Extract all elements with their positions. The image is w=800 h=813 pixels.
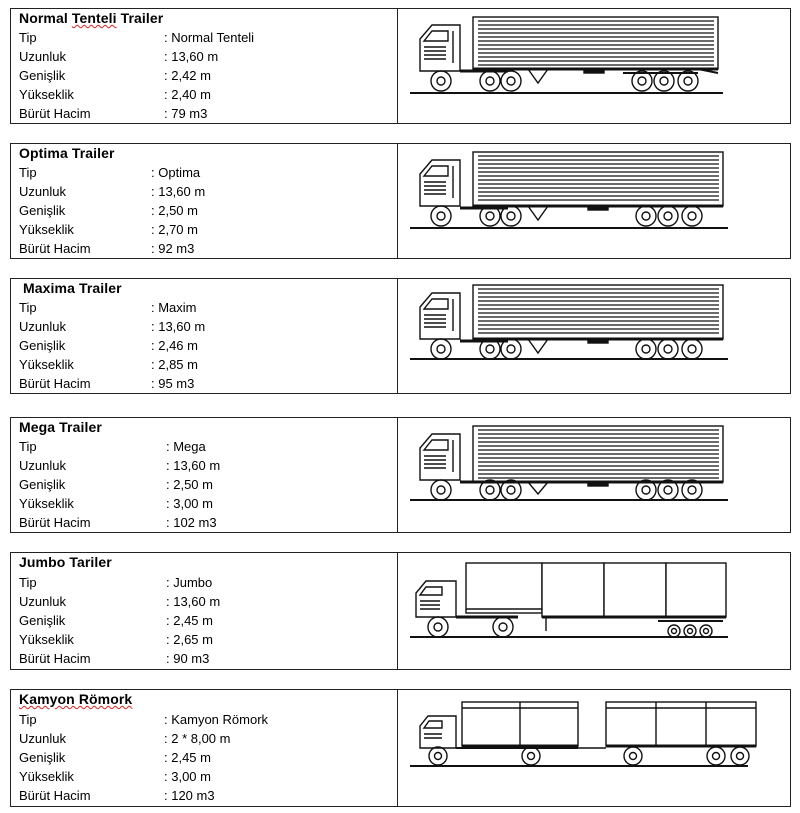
truck-illustration-cell <box>398 144 790 258</box>
spec-row-height <box>19 85 389 104</box>
spec-label: Genişlik <box>19 750 66 765</box>
spec-label: Tip <box>19 165 37 180</box>
spec-label: Yükseklik <box>19 496 74 511</box>
spec-row-width <box>19 748 389 767</box>
spec-row-length <box>19 317 389 336</box>
semi-trailer-truck-icon <box>398 279 790 393</box>
spec-value: : 13,60 m <box>166 458 221 473</box>
spec-label: Genişlik <box>19 477 66 492</box>
truck-illustration-cell <box>398 279 790 393</box>
spec-label: Yükseklik <box>19 357 74 372</box>
spec-value: : 2,70 m <box>151 222 198 237</box>
spec-label: Yükseklik <box>19 222 74 237</box>
spec-value: : 3,00 m <box>166 496 213 511</box>
spec-value: : Mega <box>166 439 206 454</box>
semi-trailer-truck-icon <box>398 144 790 258</box>
truck-illustration-cell <box>398 553 790 669</box>
title-text: Jumbo Tariler <box>19 554 112 570</box>
trailer-info <box>11 144 398 258</box>
semi-trailer-truck-icon <box>398 9 790 123</box>
spec-row-width <box>19 611 389 630</box>
spec-value: : 102 m3 <box>166 515 217 530</box>
truck-illustration-cell <box>398 690 790 806</box>
trailer-info <box>11 553 398 669</box>
title-text: Normal <box>19 10 72 26</box>
spec-value: : Maxim <box>151 300 197 315</box>
spec-value: : 2,50 m <box>151 203 198 218</box>
spec-row-volume <box>19 513 389 532</box>
spec-value: : 3,00 m <box>164 769 211 784</box>
spec-row-height <box>19 630 389 649</box>
spec-label: Bürüt Hacim <box>19 651 91 666</box>
spec-label: Tip <box>19 439 37 454</box>
title-text-spellcheck: Tenteli <box>71 10 117 26</box>
spec-row-width <box>19 475 389 494</box>
spec-row-volume <box>19 786 389 805</box>
spec-row-type <box>19 437 389 456</box>
spec-row-volume <box>19 649 389 668</box>
trailer-card-optima <box>10 143 791 259</box>
spec-row-length <box>19 182 389 201</box>
title-text-end: Trailer <box>116 10 164 26</box>
trailer-card-kamyon-romork <box>10 689 791 807</box>
spec-value: : Kamyon Römork <box>164 712 269 727</box>
spec-value: : 2,40 m <box>164 87 211 102</box>
truck-illustration-cell <box>398 418 790 532</box>
spec-value: : 13,60 m <box>164 49 219 64</box>
spec-value: : 2,50 m <box>166 477 213 492</box>
spec-row-width <box>19 66 389 85</box>
spec-value: : 2,42 m <box>164 68 211 83</box>
spec-row-height <box>19 494 389 513</box>
trailer-card-maxima <box>10 278 791 394</box>
spec-value: : 2,65 m <box>166 632 213 647</box>
spec-label: Yükseklik <box>19 632 74 647</box>
trailer-title <box>19 419 102 435</box>
spec-row-length <box>19 47 389 66</box>
spec-value: : 2,45 m <box>166 613 213 628</box>
trailer-info <box>11 279 398 393</box>
spec-label: Genişlik <box>19 203 66 218</box>
spec-row-type <box>19 298 389 317</box>
spec-label: Tip <box>19 712 37 727</box>
semi-trailer-truck-icon <box>398 418 790 532</box>
spec-row-type <box>19 28 389 47</box>
trailer-info <box>11 690 398 806</box>
jumbo-truck-icon <box>398 553 790 669</box>
spec-row-length <box>19 592 389 611</box>
spec-row-volume <box>19 239 389 258</box>
spec-row-height <box>19 355 389 374</box>
trailer-title <box>19 10 163 26</box>
trailer-card-normal-tenteli <box>10 8 791 124</box>
spec-label: Uzunluk <box>19 319 66 334</box>
spec-label: Yükseklik <box>19 87 74 102</box>
spec-value: : Optima <box>151 165 201 180</box>
spec-label: Uzunluk <box>19 731 66 746</box>
spec-label: Yükseklik <box>19 769 74 784</box>
spec-label: Bürüt Hacim <box>19 106 91 121</box>
spec-value: : Jumbo <box>166 575 213 590</box>
truck-and-trailer-icon <box>398 690 790 806</box>
spec-value: : 13,60 m <box>151 184 206 199</box>
spec-label: Tip <box>19 300 37 315</box>
spec-value: : 2,85 m <box>151 357 198 372</box>
trailer-info <box>11 9 398 123</box>
spec-value: : 90 m3 <box>166 651 210 666</box>
spec-label: Tip <box>19 30 37 45</box>
spec-value: : 2,46 m <box>151 338 198 353</box>
spec-value: : Normal Tenteli <box>164 30 255 45</box>
spec-value: : 95 m3 <box>151 376 195 391</box>
truck-illustration-cell <box>398 9 790 123</box>
spec-value: : 92 m3 <box>151 241 195 256</box>
spec-row-width <box>19 201 389 220</box>
spec-row-height <box>19 220 389 239</box>
spec-value: : 2 * 8,00 m <box>164 731 231 746</box>
spec-value: : 79 m3 <box>164 106 208 121</box>
spec-label: Genişlik <box>19 68 66 83</box>
spec-label: Uzunluk <box>19 184 66 199</box>
spec-row-type <box>19 163 389 182</box>
spec-label: Uzunluk <box>19 458 66 473</box>
spec-label: Tip <box>19 575 37 590</box>
spec-value: : 2,45 m <box>164 750 211 765</box>
spec-row-type <box>19 710 389 729</box>
spec-row-type <box>19 573 389 592</box>
spec-row-height <box>19 767 389 786</box>
spec-label: Bürüt Hacim <box>19 515 91 530</box>
spec-label: Genişlik <box>19 613 66 628</box>
spec-label: Uzunluk <box>19 594 66 609</box>
spec-row-volume <box>19 104 389 123</box>
spec-row-volume <box>19 374 389 393</box>
trailer-card-jumbo <box>10 552 791 670</box>
trailer-title <box>19 691 132 707</box>
spec-label: Bürüt Hacim <box>19 788 91 803</box>
spec-row-length <box>19 729 389 748</box>
trailer-title <box>19 145 115 161</box>
title-text: Mega Trailer <box>19 419 102 435</box>
trailer-title <box>19 554 112 570</box>
spec-value: : 13,60 m <box>151 319 206 334</box>
spec-label: Uzunluk <box>19 49 66 64</box>
spec-row-length <box>19 456 389 475</box>
title-text: Optima Trailer <box>19 145 115 161</box>
spec-value: : 13,60 m <box>166 594 221 609</box>
title-text: Maxima Trailer <box>23 280 122 296</box>
trailer-info <box>11 418 398 532</box>
spec-label: Bürüt Hacim <box>19 376 91 391</box>
spec-row-width <box>19 336 389 355</box>
title-text-spellcheck: Kamyon Römork <box>19 691 133 707</box>
spec-label: Genişlik <box>19 338 66 353</box>
trailer-title <box>23 280 122 296</box>
spec-label: Bürüt Hacim <box>19 241 91 256</box>
trailer-card-mega <box>10 417 791 533</box>
spec-value: : 120 m3 <box>164 788 215 803</box>
